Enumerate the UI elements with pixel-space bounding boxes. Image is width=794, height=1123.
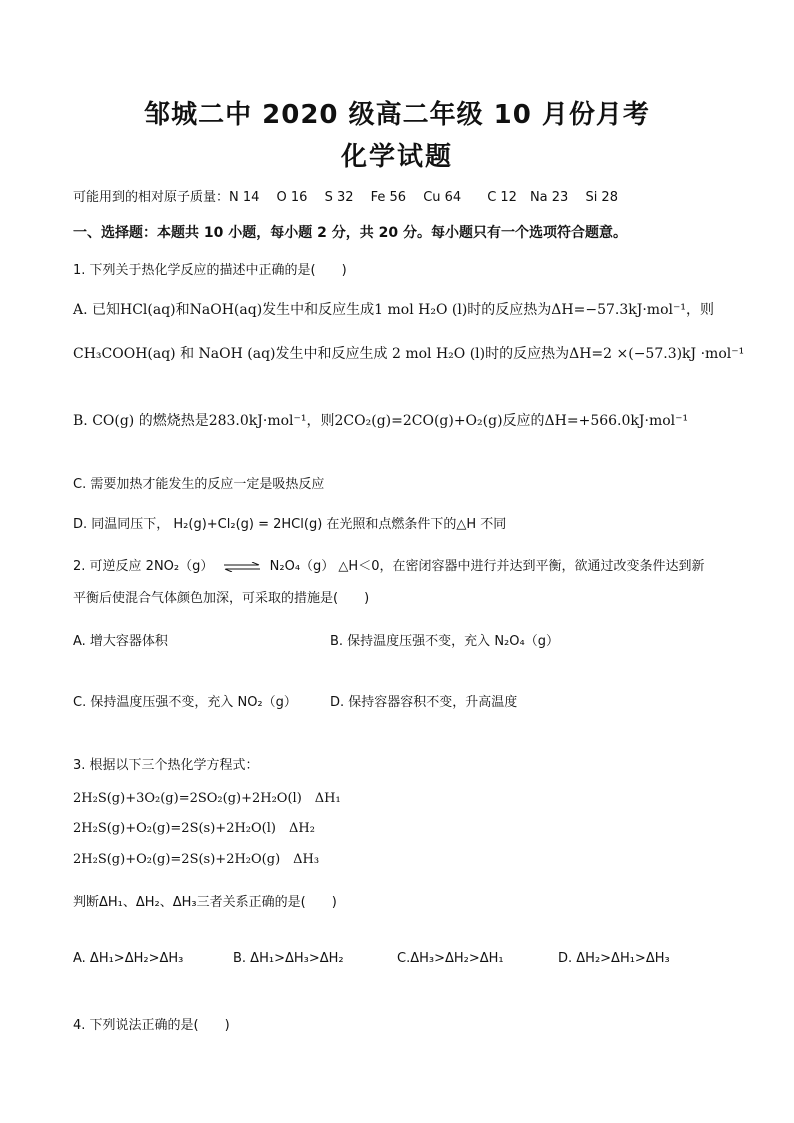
question-1-option-d: D. 同温同压下， H₂(g)+Cl₂(g) = 2HCl(g) 在光照和点燃条件下的△H 不同 bbox=[73, 517, 507, 532]
question-1-option-a-line2: CH₃COOH(aq) 和 NaOH (aq)发生中和反应生成 2 mol H₂O (l)时的反应热为ΔH=2 ×(−57.3)kJ ·mol⁻¹ bbox=[73, 346, 745, 362]
question-2-stem-part1: 2. 可逆反应 2NO₂（g） bbox=[73, 559, 214, 574]
equilibrium-arrow-icon bbox=[222, 562, 262, 572]
question-3-option-c: C.ΔH₃>ΔH₂>ΔH₁ bbox=[397, 951, 504, 966]
question-3-option-d: D. ΔH₂>ΔH₁>ΔH₃ bbox=[558, 951, 670, 966]
question-2-option-c: C. 保持温度压强不变，充入 NO₂（g） bbox=[73, 695, 297, 710]
question-2-option-a: A. 增大容器体积 bbox=[73, 634, 168, 649]
exam-title: 邹城二中 2020 级高二年级 10 月份月考 bbox=[144, 100, 650, 130]
question-4-stem: 4. 下列说法正确的是( ) bbox=[73, 1018, 230, 1033]
question-2-option-b: B. 保持温度压强不变，充入 N₂O₄（g） bbox=[330, 634, 559, 649]
question-3-option-b: B. ΔH₁>ΔH₃>ΔH₂ bbox=[233, 951, 344, 966]
exam-subtitle: 化学试题 bbox=[340, 142, 453, 172]
question-3-equation-2: 2H₂S(g)+O₂(g)=2S(s)+2H₂O(l) ΔH₂ bbox=[73, 821, 315, 836]
atomic-mass-line: 可能用到的相对原子质量：N 14 O 16 S 32 Fe 56 Cu 64 C 12 Na 23 Si 28 bbox=[73, 190, 618, 205]
question-3-equation-1: 2H₂S(g)+3O₂(g)=2SO₂(g)+2H₂O(l) ΔH₁ bbox=[73, 791, 341, 806]
question-1-stem: 1. 下列关于热化学反应的描述中正确的是( ) bbox=[73, 263, 347, 278]
question-1-option-c: C. 需要加热才能发生的反应一定是吸热反应 bbox=[73, 477, 325, 492]
question-3-option-a: A. ΔH₁>ΔH₂>ΔH₃ bbox=[73, 951, 184, 966]
question-2-stem-part2: N₂O₄（g） △H＜0，在密闭容器中进行并达到平衡，欲通过改变条件达到新 bbox=[269, 559, 705, 574]
question-2-stem-line2: 平衡后使混合气体颜色加深，可采取的措施是( ) bbox=[73, 591, 370, 606]
question-3-equation-3: 2H₂S(g)+O₂(g)=2S(s)+2H₂O(g) ΔH₃ bbox=[73, 852, 320, 867]
question-1-option-b: B. CO(g) 的燃烧热是283.0kJ·mol⁻¹，则2CO₂(g)=2CO(g)+O₂(g)反应的ΔH=+566.0kJ·mol⁻¹ bbox=[73, 413, 689, 429]
section-heading: 一、选择题：本题共 10 小题，每小题 2 分，共 20 分。每小题只有一个选项符合题意。 bbox=[73, 225, 627, 241]
question-2-stem bbox=[73, 555, 704, 574]
question-1-option-a-line1: A. 已知HCl(aq)和NaOH(aq)发生中和反应生成1 mol H₂O (l)时的反应热为ΔH=−57.3kJ·mol⁻¹，则 bbox=[73, 302, 714, 318]
question-3-stem: 3. 根据以下三个热化学方程式： bbox=[73, 758, 259, 773]
question-2-option-d: D. 保持容器容积不变，升高温度 bbox=[330, 695, 518, 710]
question-3-judge: 判断ΔH₁、ΔH₂、ΔH₃三者关系正确的是( ) bbox=[73, 895, 337, 910]
